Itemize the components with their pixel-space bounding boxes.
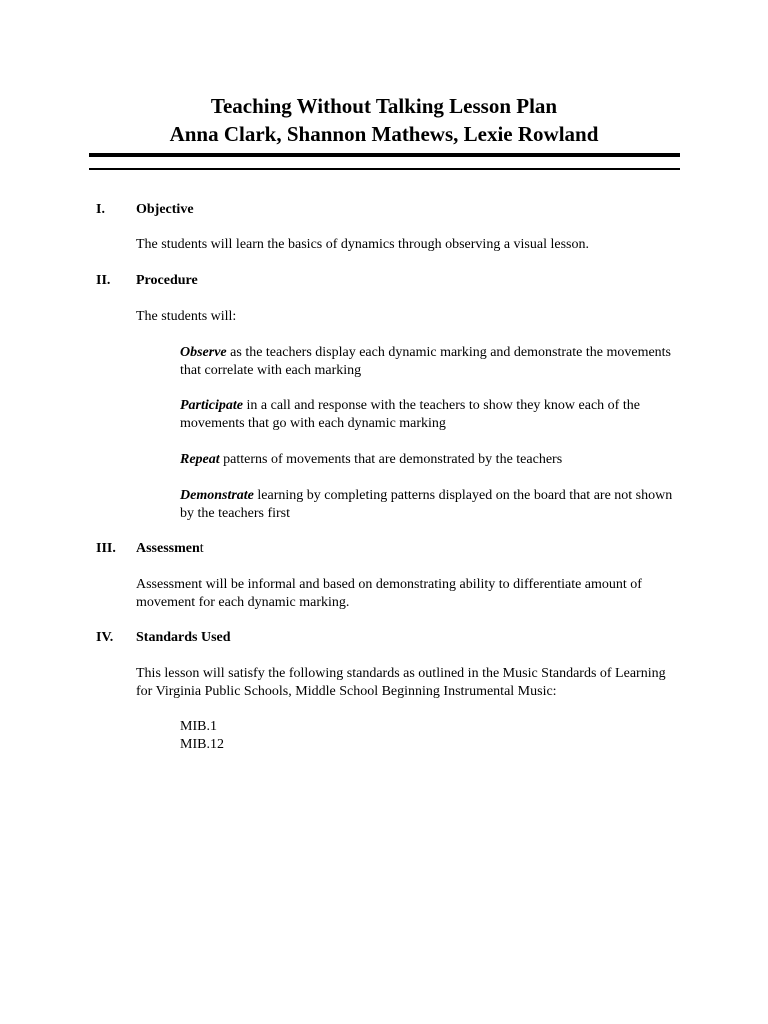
standard-item: MIB.1 xyxy=(180,719,217,734)
step-verb: Observe xyxy=(180,345,227,360)
section-numeral-procedure: II. xyxy=(96,273,111,288)
step-verb: Demonstrate xyxy=(180,488,254,503)
procedure-step-repeat xyxy=(180,451,680,469)
step-verb: Participate xyxy=(180,398,243,413)
step-text: patterns of movements that are demonstrated by the teachers xyxy=(219,452,563,467)
step-text: as the teachers display each dynamic marking and demonstrate the movements that correlate with each marking xyxy=(180,345,672,378)
step-text: in a call and response with the teachers to show they know each of the movements that go with each dynamic marking xyxy=(180,398,640,431)
assessment-heading-main: Assessmen xyxy=(136,541,200,556)
procedure-intro: The students will: xyxy=(136,309,237,324)
section-heading-standards: Standards Used xyxy=(136,630,231,645)
section-heading-assessment xyxy=(136,540,204,558)
step-text: learning by completing patterns displayed on the board that are not shown by the teachers first xyxy=(180,488,673,521)
procedure-step-observe xyxy=(180,344,680,380)
title-rule-thick xyxy=(89,153,680,157)
document-title: Teaching Without Talking Lesson Plan xyxy=(210,94,558,118)
section-numeral-objective: I. xyxy=(96,202,105,217)
section-numeral-standards: IV. xyxy=(96,630,114,645)
procedure-step-demonstrate xyxy=(180,487,680,523)
procedure-step-participate xyxy=(180,397,680,433)
section-numeral-assessment: III. xyxy=(96,541,116,556)
title-rule-thin xyxy=(89,168,680,170)
assessment-heading-tail: t xyxy=(199,541,204,556)
standards-text: This lesson will satisfy the following standards as outlined in the Music Standards of Learning for Virginia Public Schools, Middle School Beginning Instrumental Music: xyxy=(136,666,666,699)
section-heading-procedure: Procedure xyxy=(136,273,198,288)
step-verb: Repeat xyxy=(180,452,220,467)
objective-text: The students will learn the basics of dynamics through observing a visual lesson. xyxy=(136,237,589,252)
section-heading-objective: Objective xyxy=(136,202,194,217)
assessment-text: Assessment will be informal and based on demonstrating ability to differentiate amount of movement for each dynamic marking. xyxy=(136,577,642,610)
standard-item: MIB.12 xyxy=(180,737,224,752)
title-block xyxy=(0,92,768,148)
document-authors: Anna Clark, Shannon Mathews, Lexie Rowland xyxy=(169,122,599,146)
